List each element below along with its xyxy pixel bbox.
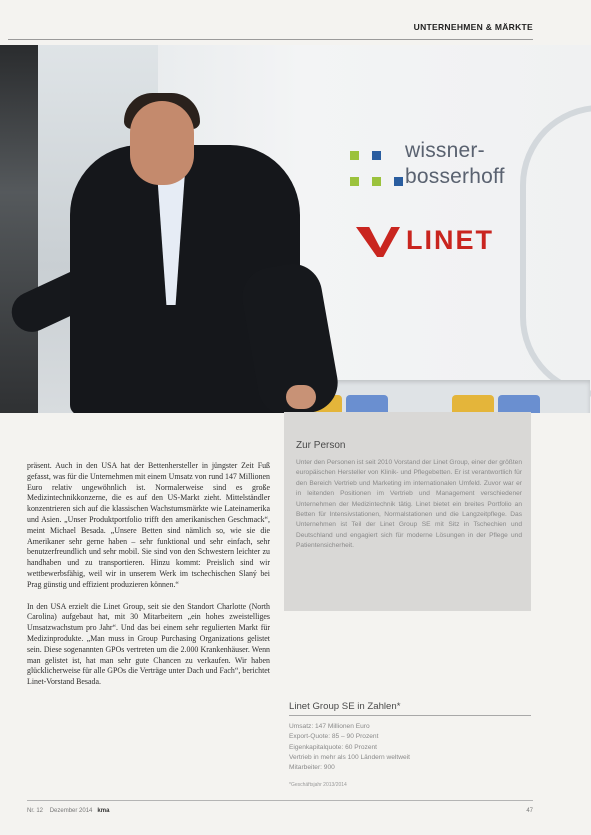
section-label: UNTERNEHMEN & MÄRKTE	[413, 22, 533, 32]
facts-title: Linet Group SE in Zahlen*	[289, 701, 401, 712]
logo-square-blue	[394, 177, 403, 186]
facts-list	[289, 722, 531, 773]
linet-logo	[356, 225, 526, 259]
photo-bed-button	[346, 395, 388, 413]
facts-source: *Geschäftsjahr 2013/2014	[289, 782, 347, 788]
person-infobox	[284, 412, 531, 611]
facts-rule	[289, 715, 531, 716]
photo-bed-button	[498, 395, 540, 413]
logo-text-line1: wissner-	[405, 139, 485, 162]
footer-rule	[27, 800, 533, 801]
logo-square-green	[350, 177, 359, 186]
footer-issue	[27, 808, 109, 814]
footer-magazine-name: kma	[97, 808, 110, 814]
logo-square-green	[350, 151, 359, 160]
wissner-bosserhoff-logo	[350, 137, 550, 207]
article-body	[27, 461, 270, 688]
logo-square-blue	[372, 151, 381, 160]
photo-bed-button	[452, 395, 494, 413]
facts-item: Mitarbeiter: 900	[289, 764, 335, 772]
page-number: 47	[526, 808, 533, 814]
article-paragraph: In den USA erzielt die Linet Group, seit sie den Standort Charlotte (North Carolina) aufgebaut hat, mit 30 Mitarbeitern „ein hohes zweistelliges Umsatzwachstum pro Jahr“. Und das bei einem sehr regulierten Markt für Medizinprodukte. „Man muss in Group Purchasing Organizations gelistet sein. Diese sogenannten GPOs vertreten um die 2.000 Krankenhäuser. Wenn man gelistet ist, hat man sehr gute Chancen zu verkaufen. Wir haben glücklicherweise für alle GPOs die Verträge unter Dach und Fach“, berichtet Linet-Vorstand Besada.	[27, 601, 270, 687]
linet-logo-text: LINET	[406, 225, 494, 255]
article-paragraph: präsent. Auch in den USA hat der Bettenhersteller in jüngster Zeit Fuß gefasst, was für die Unternehmen mit einem Umsatz von rund 147 Millionen Euro relativ ungewöhnlich ist. Normalerweise sind es große Medizintechnikkonzerne, die es auf den US-Markt zieht. Mittelständler konzentrieren sich auf die klassischen Wachstumsmärkte wie Lateinamerika und Asien. „Unser Produktportfolio trifft den amerikanischen Geschmack“, meint Michael Besada. „Unsere Betten sind nämlich so, wie sie die Amerikaner sehr gerne haben – sehr funktional und sehr einfach, sehr benutzerfreundlich und sehr mobil. Sie sind von den Schwestern leichter zu handhaben und zu transportieren. Hinzu kommt: Preislich sind wir wettbewerbsfähig, weil wir in unserem Werk im tschechischen Slaný bei Prag günstig und effizient produzieren können.“	[27, 461, 270, 589]
photo-person-hand	[286, 385, 316, 409]
facts-item: Eigenkapitalquote: 60 Prozent	[289, 743, 377, 751]
logo-text-line2: bosserhoff	[405, 165, 505, 188]
logo-square-green	[372, 177, 381, 186]
infobox-text: Unter den Personen ist seit 2010 Vorstand der Linet Group, einer der größten europäischen Hersteller von Klinik- und Pflegebetten. Er ist verantwortlich für den Bereich Vertrieb und Marketing im internationalen Umfeld. Zuvor war er in leitenden Positionen im Vertrieb und Management verschiedener Unternehmen der Medizintechnik tätig. Linet bietet ein breites Portfolio an Betten für Intensivstationen, Normalstationen und die Langzeitpflege. Das Unternehmen ist Teil der Linet Group SE mit Sitz in Tschechien und Deutschland und engagiert sich für moderne Lösungen in der Pflege und Patientensicherheit.	[296, 459, 522, 550]
linet-mark-icon	[356, 227, 400, 257]
photo-wall-panel	[0, 45, 38, 413]
footer-issue-number: Nr. 12	[27, 808, 44, 814]
facts-item: Umsatz: 147 Millionen Euro	[289, 723, 370, 730]
photo-person-head	[130, 101, 194, 185]
infobox-title: Zur Person	[296, 440, 346, 451]
footer-issue-date: Dezember 2014	[49, 808, 93, 814]
top-rule	[8, 39, 533, 40]
facts-item: Vertrieb in mehr als 100 Ländern weltweit	[289, 753, 410, 761]
facts-item: Export-Quote: 85 – 90 Prozent	[289, 733, 379, 741]
portrait-photo	[0, 45, 591, 413]
